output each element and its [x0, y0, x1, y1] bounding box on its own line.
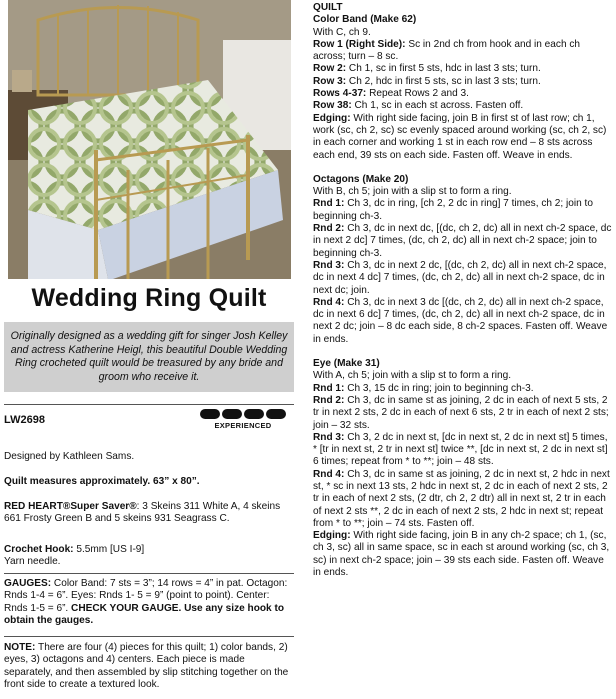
measurements: [4, 476, 294, 488]
instruction-text: Ch 1, sc in first 5 sts, hdc in last 3 sts; turn.: [346, 63, 541, 75]
instruction-line: [313, 469, 613, 530]
instruction-text: With right side facing, join B in first st of last row; ch 1, work (sc, ch 2, sc) sc evenly spaced around working (sc, ch 2, sc) in each corner and working 1 st in each row end – 8 sts across each end, 39 sts on each side. Fasten off. Weave in ends.: [313, 112, 607, 161]
instruction-label: Rnd 4:: [313, 296, 345, 308]
instruction-text: Ch 3, dc in same st as joining, 2 dc in next st, 2 hdc in next st, * sc in next 13 sts, 2 hdc in next st, 2 dc in each of next 2 sts, 2 tr in each of next 2 sts, (2 dtr, ch 2, 2 dtr) all in next st, 2 tr in each of next 2 sts **, 2 dc in each of next 2 sts, 2 hdc in next st; repeat from * to **; join – 74 sts. Fasten off.: [313, 468, 610, 529]
skill-bar-3: [244, 409, 264, 419]
instruction-label: Rnd 2:: [313, 394, 345, 406]
instruction-text: With A, ch 5; join with a slip st to form a ring.: [313, 370, 512, 382]
instruction-label: Row 2:: [313, 63, 347, 75]
note-info: [4, 642, 294, 692]
skill-level: [198, 409, 288, 430]
instruction-label: Row 1 (Right Side):: [313, 38, 406, 50]
section-gap: [313, 162, 613, 174]
intro-text: Originally designed as a wedding gift for singer Josh Kelley and actress Katherine Heigl, this beautiful Double Wedding Ring crocheted quilt would be treasured by any bride and groom who receive it.: [4, 322, 294, 392]
instruction-text: Ch 3, dc in next dc, [(dc, ch 2, dc) all in next ch-2 space, dc in next 2 dc] 7 times, (dc, ch 2, dc) all in next ch-2 space; join to beginning ch-3.: [313, 223, 612, 259]
instruction-text: Ch 3, dc in ring, [ch 2, 2 dc in ring] 7 times, ch 2; join to beginning ch-3.: [313, 198, 593, 222]
yarn-brand: RED HEART®Super Saver®: [4, 501, 137, 512]
instruction-label: Rnd 1:: [313, 382, 345, 394]
instruction-line: [313, 260, 613, 297]
instruction-text: Ch 3, dc in next 2 dc, [(dc, ch 2, dc) all in next ch-2 space, dc in next 4 dc] 7 times, (dc, ch 2, dc) all in next ch-2 space, dc in next dc; join.: [313, 259, 607, 296]
divider: [4, 404, 294, 405]
skill-level-bars: [198, 409, 288, 419]
instruction-line: [313, 76, 613, 88]
instruction-sections: [313, 14, 613, 579]
instruction-line: [313, 100, 613, 112]
quilt-photo-illustration: [8, 0, 291, 279]
instruction-line: [313, 297, 613, 346]
section-heading: Eye (Make 31): [313, 358, 380, 370]
skill-level-label: EXPERIENCED: [214, 421, 272, 430]
instruction-line: [313, 113, 613, 162]
page-title: Wedding Ring Quilt: [31, 284, 267, 312]
instruction-text: Repeat Rows 2 and 3.: [366, 88, 469, 100]
divider: [4, 573, 294, 574]
instruction-line: [313, 39, 613, 64]
section-0: [313, 14, 613, 162]
quilt-heading: QUILT: [313, 2, 343, 13]
skill-bar-2: [222, 409, 242, 419]
instruction-label: Row 3:: [313, 75, 347, 87]
instruction-line: [313, 198, 613, 223]
instruction-label: Rnd 1:: [313, 198, 345, 210]
section-gap: [313, 346, 613, 358]
instruction-text: Ch 2, hdc in first 5 sts, sc in last 3 sts; turn.: [346, 75, 541, 87]
instruction-line: [313, 370, 613, 382]
instruction-line: [313, 186, 613, 198]
yarn-text: : 3 Skeins 311 White A, 4 skeins 661 Frosty Green B and 5 skeins 931 Seagrass C.: [4, 501, 281, 525]
note-text: There are four (4) pieces for this quilt; 1) color bands, 2) eyes, 3) octagons and 4) centers. Each piece is made separately, and then assembled by slip stitching together on the front side to create a textured look.: [4, 642, 289, 691]
hook-label: Crochet Hook:: [4, 544, 74, 555]
instruction-label: Rnd 3:: [313, 431, 345, 443]
instruction-text: With B, ch 5; join with a slip st to form a ring.: [313, 186, 512, 198]
instruction-label: Rows 4-37:: [313, 88, 367, 100]
instruction-label: Rnd 4:: [313, 468, 345, 480]
instruction-label: Rnd 3:: [313, 259, 345, 271]
hook-info: [4, 544, 294, 569]
instruction-text: Sc in 2nd ch from hook and in each ch across; turn – 8 sc.: [313, 38, 581, 63]
instruction-text: Ch 3, dc in next 3 dc [(dc, ch 2, dc) all in next ch-2 space, dc in next 6 dc] 7 times, (dc, ch 2, dc) all in next ch-2 space, dc in next 2 dc; join – 8 dc each side, 8 ch-2 spaces. Fasten off. Weave in ends.: [313, 296, 608, 345]
gauges-text: Color Band: 7 sts = 3”; 14 rows = 4” in pat. Octagon: Rnds 1-4 = 6”. Eyes: Rnds 1- 5 = 9” (point to point). Center: Rnds 1-5 = 6”.: [4, 578, 288, 614]
instruction-text: With right side facing, join B in any ch-2 space; ch 1, (sc, ch 3, sc) all in same space, sc in each st around working (sc, ch 3, sc) in next ch-2 space; join – 39 sts each side. Fasten off. Weave in ends.: [313, 530, 610, 579]
instruction-label: Edging:: [313, 112, 351, 124]
note-label: NOTE:: [4, 642, 36, 653]
pattern-code: LW2698: [4, 414, 45, 426]
instruction-label: Row 38:: [313, 100, 352, 112]
instruction-line: [313, 395, 613, 432]
section-2: [313, 358, 613, 579]
instruction-line: [313, 223, 613, 260]
instruction-line: [313, 88, 613, 100]
instruction-line: [313, 432, 613, 469]
needle-text: Yarn needle.: [4, 556, 61, 568]
instructions-column: [313, 0, 613, 699]
instruction-text: With C, ch 9.: [313, 26, 371, 38]
instruction-line: [313, 383, 613, 395]
instruction-label: Edging:: [313, 530, 351, 542]
instruction-label: Rnd 2:: [313, 223, 345, 235]
instruction-text: Ch 3, 15 dc in ring; join to beginning ch-3.: [344, 382, 534, 394]
gauges-check: CHECK YOUR GAUGE. Use any size hook to obtain the gauges.: [4, 602, 284, 627]
gauges-info: [4, 578, 294, 628]
gauges-label: GAUGES:: [4, 578, 52, 589]
section-heading: Color Band (Make 62): [313, 14, 417, 26]
instruction-line: [313, 530, 613, 579]
designer-credit: [4, 451, 294, 463]
section-heading: Octagons (Make 20): [313, 173, 409, 185]
skill-bar-1: [200, 409, 220, 419]
quilt-photo: [8, 0, 291, 279]
designer-text: Designed by Kathleen Sams.: [4, 451, 135, 462]
divider: [4, 636, 294, 637]
instruction-text: Ch 3, dc in same st as joining, 2 dc in each of next 5 sts, 2 tr in next 2 sts, 2 dc in each of next 6 sts, 2 tr in each of next 2 sts; join – 32 sts.: [313, 394, 609, 431]
instruction-text: Ch 1, sc in each st across. Fasten off.: [351, 100, 524, 112]
instruction-line: [313, 27, 613, 39]
skill-bar-4: [266, 409, 286, 419]
yarn-info: [4, 501, 294, 526]
left-column: [4, 0, 294, 699]
hook-text: 5.5mm [US I-9]: [73, 544, 145, 555]
instruction-text: Ch 3, 2 dc in next st, [dc in next st, 2 dc in next st] 5 times, * [tr in next st, 2 tr in next st] twice **, [dc in next st, 2 dc in next st] 6 times; repeat from * to **; join – 48 sts.: [313, 431, 608, 468]
measurements-text: Quilt measures approximately. 63” x 80”.: [4, 476, 200, 487]
instruction-line: [313, 63, 613, 75]
section-1: [313, 174, 613, 346]
